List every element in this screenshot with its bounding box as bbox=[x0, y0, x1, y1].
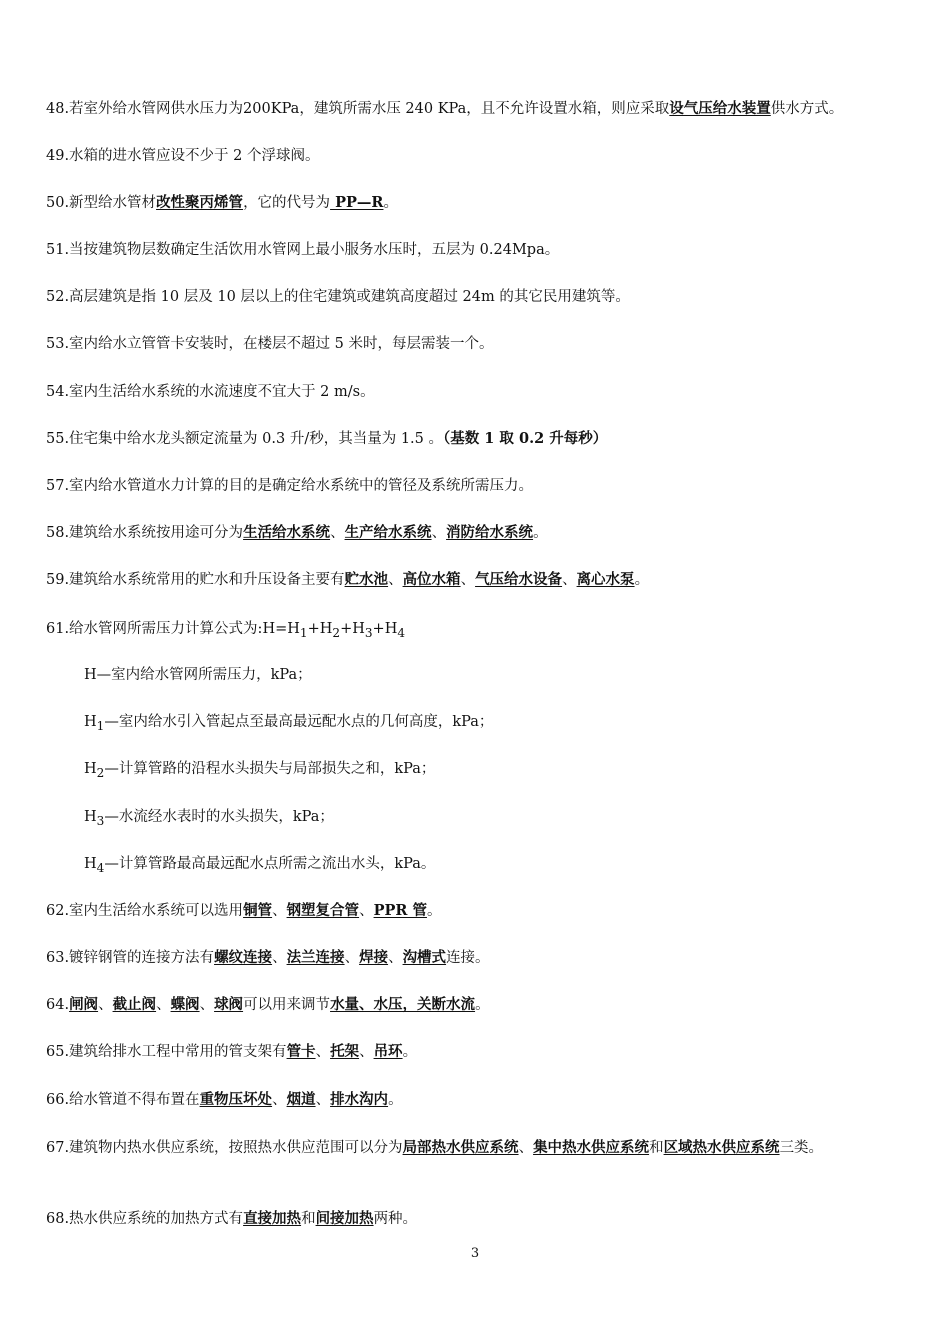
q59-answer-3: 气压给水设备 bbox=[475, 571, 563, 588]
q53-text: 53.室内给水立管管卡安装时，在楼层不超过 5 米时，每层需装一个。 bbox=[46, 336, 494, 352]
q68-sep-1: 和 bbox=[301, 1211, 316, 1227]
q66-answer-3: 排水沟内 bbox=[330, 1091, 389, 1108]
question-67 bbox=[46, 1136, 920, 1160]
q58-sep-1: 、 bbox=[330, 525, 345, 541]
q64-text-mid: 可以用来调节 bbox=[243, 997, 331, 1013]
q62-sep-2: 、 bbox=[359, 903, 374, 919]
q61-h3-text: —水流经水表时的水头损失，kPa； bbox=[104, 809, 334, 825]
question-58 bbox=[46, 522, 920, 544]
q64-text-end: 。 bbox=[475, 997, 490, 1013]
q61-term-h2 bbox=[84, 758, 920, 784]
q64-answer-5: 水量、水压，关断水流 bbox=[330, 996, 476, 1013]
q61-plus-2: +H bbox=[340, 621, 365, 637]
q68-text-end: 两种。 bbox=[373, 1211, 418, 1227]
q61-sub-2: 2 bbox=[332, 625, 341, 640]
q58-answer-3: 消防给水系统 bbox=[446, 524, 534, 541]
q50-answer-2: PP—R bbox=[330, 194, 384, 211]
q64-sep-2: 、 bbox=[156, 997, 171, 1013]
q64-answer-4: 球阀 bbox=[214, 996, 244, 1013]
q65-text-end: 。 bbox=[402, 1044, 418, 1060]
q61-term-h bbox=[84, 664, 920, 686]
q59-answer-2: 高位水箱 bbox=[402, 571, 461, 588]
q61-h3-symbol: H bbox=[84, 809, 97, 825]
q65-answer-2: 托架 bbox=[330, 1043, 360, 1060]
question-63 bbox=[46, 947, 920, 969]
q58-text: 58.建筑给水系统按用途可分为 bbox=[46, 525, 244, 541]
q61-h4-text: —计算管路最高最远配水点所需之流出水头，kPa。 bbox=[104, 856, 436, 872]
q64-sep-1: 、 bbox=[98, 997, 113, 1013]
q68-answer-2: 间接加热 bbox=[315, 1210, 374, 1227]
question-62 bbox=[46, 900, 920, 922]
q58-text-end: 。 bbox=[533, 525, 548, 541]
q61-h2-text: —计算管路的沿程水头损失与局部损失之和，kPa； bbox=[104, 761, 436, 777]
q66-sep-2: 、 bbox=[315, 1092, 331, 1108]
q61-h-text: H—室内给水管网所需压力，kPa； bbox=[84, 667, 312, 683]
question-68 bbox=[46, 1208, 920, 1230]
q61-plus-1: +H bbox=[307, 621, 333, 637]
q61-sub-3: 3 bbox=[364, 625, 373, 640]
q63-sep-2: 、 bbox=[344, 950, 360, 966]
q61-h1-symbol: H bbox=[84, 714, 97, 730]
q48-text-end: 供水方式。 bbox=[770, 101, 844, 117]
q61-h1-text: —室内给水引入管起点至最高最远配水点的几何高度，kPa； bbox=[104, 714, 494, 730]
q63-text-end: 连接。 bbox=[446, 950, 490, 966]
q55-text: 55.住宅集中给水龙头额定流量为 0.3 升/秒，其当量为 1.5 。 bbox=[46, 431, 443, 447]
q65-answer-3: 吊环 bbox=[373, 1043, 403, 1060]
q65-sep-2: 、 bbox=[359, 1044, 374, 1060]
question-55 bbox=[46, 428, 920, 450]
q63-answer-4: 沟槽式 bbox=[402, 949, 447, 966]
q64-answer-2: 截止阀 bbox=[112, 996, 157, 1013]
q59-answer-4: 离心水泵 bbox=[576, 571, 635, 588]
q55-note: （基数 1 取 0.2 升每秒） bbox=[443, 430, 608, 447]
q62-sep-1: 、 bbox=[272, 903, 287, 919]
q61-plus-3: +H bbox=[372, 621, 398, 637]
q61-term-h4 bbox=[84, 853, 920, 879]
q54-text: 54.室内生活给水系统的水流速度不宜大于 2 m/s。 bbox=[46, 384, 375, 400]
q65-text: 65.建筑给排水工程中常用的管支架有 bbox=[46, 1044, 287, 1060]
question-51 bbox=[46, 239, 920, 261]
question-66 bbox=[46, 1089, 920, 1111]
page-number: 3 bbox=[470, 1246, 480, 1261]
q63-answer-1: 螺纹连接 bbox=[214, 949, 273, 966]
q50-text: 50.新型给水管材 bbox=[46, 195, 157, 211]
question-57 bbox=[46, 475, 920, 497]
q61-sub-1: 1 bbox=[299, 625, 308, 640]
q58-answer-2: 生产给水系统 bbox=[344, 524, 432, 541]
q61-sub-4: 4 bbox=[397, 625, 406, 640]
q67-answer-3: 区域热水供应系统 bbox=[663, 1139, 780, 1156]
q66-text-end: 。 bbox=[388, 1092, 403, 1108]
q48-answer: 设气压给水装置 bbox=[669, 100, 771, 117]
q59-sep-3: 、 bbox=[562, 572, 577, 588]
q68-answer-1: 直接加热 bbox=[243, 1210, 302, 1227]
q50-text-end: 。 bbox=[383, 195, 398, 211]
q61-h2-symbol: H bbox=[84, 761, 97, 777]
q58-answer-1: 生活给水系统 bbox=[243, 524, 331, 541]
q67-text-end: 三类。 bbox=[779, 1140, 824, 1156]
q64-text: 64. bbox=[46, 997, 70, 1013]
q64-answer-1: 闸阀 bbox=[69, 996, 99, 1013]
q63-answer-3: 焊接 bbox=[359, 949, 389, 966]
question-52 bbox=[46, 286, 920, 308]
q61-text: 61.给水管网所需压力计算公式为:H=H bbox=[46, 621, 300, 637]
q49-text: 49.水箱的进水管应设不少于 2 个浮球阀。 bbox=[46, 148, 320, 164]
q66-sep-1: 、 bbox=[272, 1092, 287, 1108]
q66-answer-1: 重物压坏处 bbox=[199, 1091, 273, 1108]
q61-h3-sub: 3 bbox=[96, 813, 105, 828]
q68-text: 68.热水供应系统的加热方式有 bbox=[46, 1211, 244, 1227]
q59-text-end: 。 bbox=[634, 572, 650, 588]
q52-text: 52.高层建筑是指 10 层及 10 层以上的住宅建筑或建筑高度超过 24m 的其它民用建筑等。 bbox=[46, 289, 630, 305]
q59-answer-1: 贮水池 bbox=[344, 571, 389, 588]
q50-text-mid: ，它的代号为 bbox=[243, 195, 331, 211]
q61-h1-sub: 1 bbox=[96, 718, 105, 733]
question-48 bbox=[46, 98, 920, 120]
q63-text: 63.镀锌钢管的连接方法有 bbox=[46, 950, 215, 966]
question-59 bbox=[46, 569, 920, 591]
q51-text: 51.当按建筑物层数确定生活饮用水管网上最小服务水压时，五层为 0.24Mpa。 bbox=[46, 242, 560, 258]
q62-answer-3: PPR 管 bbox=[373, 902, 427, 919]
q64-sep-3: 、 bbox=[199, 997, 215, 1013]
q61-h2-sub: 2 bbox=[96, 765, 105, 780]
question-49 bbox=[46, 145, 920, 167]
q65-sep-1: 、 bbox=[315, 1044, 331, 1060]
q62-text-end: 。 bbox=[426, 903, 442, 919]
q67-answer-2: 集中热水供应系统 bbox=[533, 1139, 650, 1156]
q67-answer-1: 局部热水供应系统 bbox=[402, 1139, 519, 1156]
q57-text: 57.室内给水管道水力计算的目的是确定给水系统中的管径及系统所需压力。 bbox=[46, 478, 534, 494]
question-61-formula bbox=[46, 618, 920, 644]
q62-answer-2: 钢塑复合管 bbox=[286, 902, 360, 919]
q64-answer-3: 蝶阀 bbox=[170, 996, 200, 1013]
question-53 bbox=[46, 333, 920, 355]
question-54 bbox=[46, 381, 920, 403]
q66-text: 66.给水管道不得布置在 bbox=[46, 1092, 200, 1108]
q65-answer-1: 管卡 bbox=[286, 1043, 316, 1060]
q59-sep-1: 、 bbox=[388, 572, 403, 588]
question-65 bbox=[46, 1041, 920, 1063]
q48-text: 48.若室外给水管网供水压力为200KPa，建筑所需水压 240 KPa，且不允许设置水箱，则应采取 bbox=[46, 101, 670, 117]
q63-sep-1: 、 bbox=[272, 950, 287, 966]
q66-answer-2: 烟道 bbox=[286, 1091, 316, 1108]
q61-h4-symbol: H bbox=[84, 856, 97, 872]
q63-answer-2: 法兰连接 bbox=[286, 949, 345, 966]
q67-sep-1: 、 bbox=[518, 1140, 534, 1156]
question-64 bbox=[46, 994, 920, 1016]
q58-sep-2: 、 bbox=[431, 525, 447, 541]
q63-sep-3: 、 bbox=[388, 950, 403, 966]
question-50 bbox=[46, 192, 920, 214]
q62-text: 62.室内生活给水系统可以选用 bbox=[46, 903, 244, 919]
q59-text: 59.建筑给水系统常用的贮水和升压设备主要有 bbox=[46, 572, 345, 588]
q62-answer-1: 铜管 bbox=[243, 902, 273, 919]
q50-answer-1: 改性聚丙烯管 bbox=[156, 194, 244, 211]
q61-term-h3 bbox=[84, 806, 920, 832]
q67-sep-2: 和 bbox=[649, 1140, 664, 1156]
q61-h4-sub: 4 bbox=[96, 860, 105, 875]
q67-text: 67.建筑物内热水供应系统，按照热水供应范围可以分为 bbox=[46, 1140, 403, 1156]
q61-term-h1 bbox=[84, 711, 920, 737]
q59-sep-2: 、 bbox=[460, 572, 476, 588]
